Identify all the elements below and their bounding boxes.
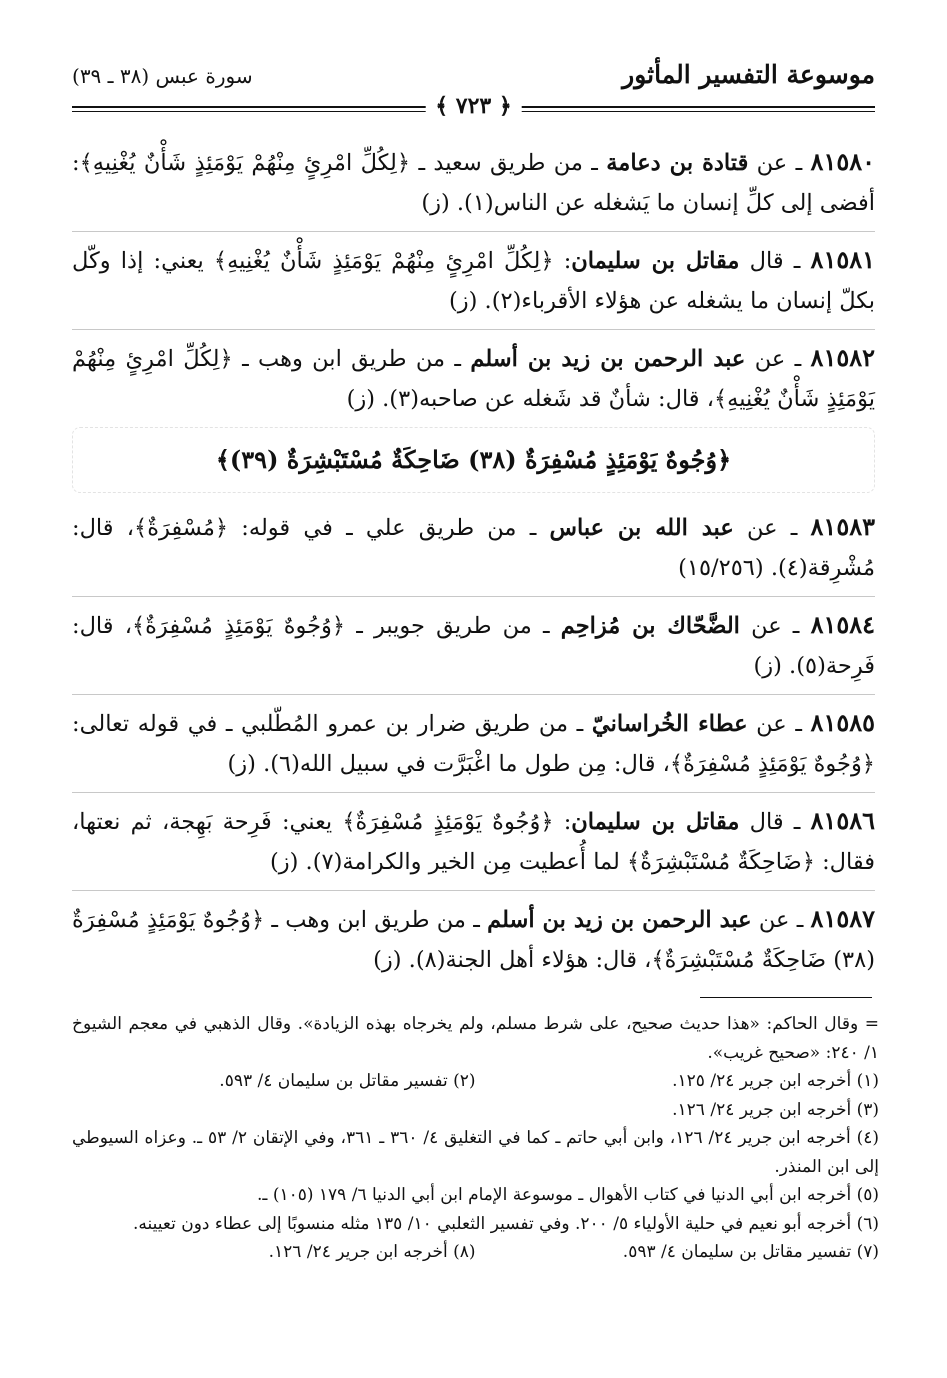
entry-number: ٨١٥٨٤ <box>810 610 876 639</box>
entry-number: ٨١٥٨٢ <box>810 343 875 372</box>
footnote-row <box>72 1238 879 1267</box>
narrator-name: عطاء الخُراسانيّ <box>591 711 748 737</box>
footnote: (٧) تفسير مقاتل بن سليمان ٤/ ٥٩٣. <box>622 1242 879 1262</box>
page-number: ﴿ ٧٢٣ ﴾ <box>425 93 522 119</box>
surah-label: سورة عبس (٣٨ ـ ٣٩) <box>72 64 253 88</box>
narration-entry <box>72 801 875 882</box>
entry-text: : ﴿لِكُلِّ امْرِئٍ مِنْهُمْ يَوْمَئِذٍ شَأْنٌ يُغْنِيهِ﴾ يعني: إذا وكّل بكلّ إنسان ما يشغله عن هؤلاء الأقرباء(٢). (ز) <box>72 248 875 314</box>
entry-prefix: ـ عن <box>733 515 811 541</box>
entry-number: ٨١٥٨٧ <box>810 904 875 933</box>
narrator-name: قتادة بن دعامة <box>606 150 749 176</box>
narration-entry <box>72 142 875 223</box>
narrator-name: عبد الله بن عباس <box>549 515 734 541</box>
entry-text: ـ من طريق سعيد ـ ﴿لِكُلِّ امْرِئٍ مِنْهُمْ يَوْمَئِذٍ شَأْنٌ يُغْنِيهِ﴾: أفضى إلى كلِّ إنسان ما يَشغله عن الناس(١). (ز) <box>72 150 875 216</box>
footnote: (٣) أخرجه ابن جرير ٢٤/ ١٢٦. <box>672 1099 879 1120</box>
entry-divider <box>72 890 875 891</box>
entry-divider <box>72 792 875 793</box>
main-text <box>72 142 875 988</box>
narrator-name: عبد الرحمن بن زيد بن أسلم <box>487 907 752 933</box>
narration-entry <box>72 703 875 784</box>
footnote-row <box>72 1067 879 1096</box>
entry-prefix: ـ عن <box>747 711 811 737</box>
entry-divider <box>72 694 875 695</box>
footnote-continuation: = وقال الحاكم: «هذا حديث صحيح، على شرط مسلم، ولم يخرجاه بهذه الزيادة». وقال الذهبي في معجم الشيوخ ١/ ٢٤٠: «صحيح غريب». <box>72 1014 879 1063</box>
verse-text: ﴿وُجُوهٌ يَوْمَئِذٍ مُسْفِرَةٌ (٣٨) ضَاحِكَةٌ مُسْتَبْشِرَةٌ (٣٩)﴾ <box>215 445 732 474</box>
entry-divider <box>72 231 875 232</box>
footnote: (٨) أخرجه ابن جرير ٢٤/ ١٢٦. <box>268 1242 476 1262</box>
entry-prefix: ـ عن <box>745 346 811 372</box>
entry-text: ـ من طريق علي ـ في قوله: ﴿مُسْفِرَةٌ﴾، قال: مُشْرِقة(٤). (١٥/٢٥٦) <box>72 515 875 581</box>
footnote: (٢) تفسير مقاتل بن سليمان ٤/ ٥٩٣. <box>219 1071 476 1091</box>
entry-number: ٨١٥٨٥ <box>810 708 875 737</box>
verse-heading <box>72 427 875 493</box>
entry-number: ٨١٥٨٠ <box>810 147 875 176</box>
footnote: (٥) أخرجه ابن أبي الدنيا في كتاب الأهوال ـ موسوعة الإمام ابن أبي الدنيا ٦/ ١٧٩ (١٠٥) ـ. <box>257 1185 879 1205</box>
entry-divider <box>72 329 875 330</box>
entry-number: ٨١٥٨١ <box>810 245 875 274</box>
entry-prefix: ـ عن <box>739 613 811 639</box>
footnote: (٤) أخرجه ابن جرير ٢٤/ ١٢٦، وابن أبي حاتم ـ كما في التغليق ٤/ ٣٦٠ ـ ٣٦١، وفي الإتقان ٢/ ٥٣ ـ. وعزاه السيوطي إلى ابن المنذر. <box>72 1128 879 1177</box>
narration-entry <box>72 605 875 686</box>
narration-entry <box>72 240 875 321</box>
entry-prefix: ـ قال <box>739 248 811 274</box>
narrator-name: مقاتل بن سليمان <box>571 248 740 274</box>
entry-text: ـ من طريق ضرار بن عمرو المُطّلبي ـ في قوله تعالى: ﴿وُجُوهٌ يَوْمَئِذٍ مُسْفِرَةٌ﴾، قال: مِن طول ما اغْبَرَّت في سبيل الله(٦). (ز) <box>72 711 875 777</box>
book-title: موسوعة التفسير المأثور <box>622 60 875 89</box>
footnote-rule <box>700 997 872 998</box>
footnotes <box>72 1010 879 1267</box>
entry-number: ٨١٥٨٣ <box>810 512 875 541</box>
narrator-name: عبد الرحمن بن زيد بن أسلم <box>470 346 746 372</box>
narrator-name: الضَّحّاك بن مُزاحِم <box>560 613 740 639</box>
entry-prefix: ـ قال <box>739 809 811 835</box>
entry-prefix: ـ عن <box>751 907 811 933</box>
narrator-name: مقاتل بن سليمان <box>571 809 740 835</box>
entry-divider <box>72 596 875 597</box>
narration-entry <box>72 899 875 980</box>
entry-text: ـ من طريق ابن وهب ـ ﴿لِكُلِّ امْرِئٍ مِنْهُمْ يَوْمَئِذٍ شَأْنٌ يُغْنِيهِ﴾، قال: شأنٌ قد شَغله عن صاحبه(٣). (ز) <box>72 346 875 412</box>
entry-text: ـ من طريق ابن وهب ـ ﴿وُجُوهٌ يَوْمَئِذٍ مُسْفِرَةٌ (٣٨) ضَاحِكَةٌ مُسْتَبْشِرَةٌ﴾، قال: هؤلاء أهل الجنة(٨). (ز) <box>72 907 875 973</box>
footnote: (١) أخرجه ابن جرير ٢٤/ ١٢٥. <box>672 1071 879 1091</box>
entry-text: : ﴿وُجُوهٌ يَوْمَئِذٍ مُسْفِرَةٌ﴾ يعني: فَرِحة بَهِجة، ثم نعتها، فقال: ﴿ضَاحِكَةٌ مُسْتَبْشِرَةٌ﴾ لما أُعطيت مِن الخير والكرامة(٧). (ز) <box>72 809 875 875</box>
entry-prefix: ـ عن <box>748 150 811 176</box>
page-header <box>72 60 875 130</box>
entry-text: ـ من طريق جويبر ـ ﴿وُجُوهٌ يَوْمَئِذٍ مُسْفِرَةٌ﴾، قال: فَرِحة(٥). (ز) <box>72 613 875 679</box>
narration-entry <box>72 507 875 588</box>
narration-entry <box>72 338 875 419</box>
footnote: (٦) أخرجه أبو نعيم في حلية الأولياء ٥/ ٢٠٠. وفي تفسير الثعلبي ١٠/ ١٣٥ مثله منسوبًا إلى عطاء دون تعيينه. <box>132 1213 879 1234</box>
entry-number: ٨١٥٨٦ <box>810 806 875 835</box>
